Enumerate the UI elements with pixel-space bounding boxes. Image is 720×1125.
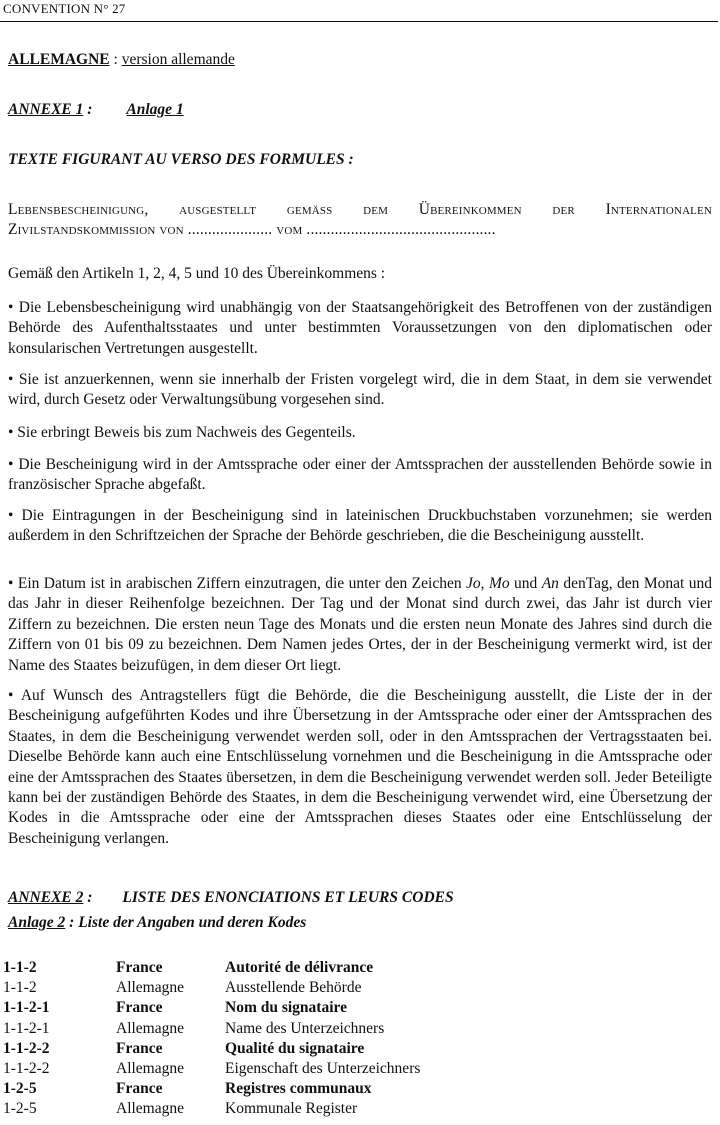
bullet-paragraph: • Sie erbringt Beweis bis zum Nachweis des Gegenteils.	[8, 424, 356, 441]
date-text-1: • Ein Datum ist in arabischen Ziffern einzutragen, die unter den Zeichen	[8, 575, 467, 592]
anlage2-sep: :	[65, 914, 79, 931]
label-cell: Eigenschaft des Unterzeichners	[225, 1060, 421, 1078]
table-row	[0, 978, 720, 998]
code-cell: 1-1-2-2	[3, 1039, 50, 1057]
label-cell: Registres communaux	[225, 1080, 372, 1098]
anlage2-title: Liste der Angaben und deren Kodes	[78, 914, 307, 931]
table-row	[0, 1079, 720, 1099]
label-cell: Autorité de délivrance	[225, 959, 374, 976]
table-row	[0, 1099, 720, 1119]
table-row	[0, 958, 720, 978]
table-row	[0, 1059, 720, 1079]
comma: ,	[480, 575, 489, 592]
annex1-label: ANNEXE 1	[8, 101, 84, 118]
code-cell: 1-1-2	[3, 979, 37, 997]
anlage2-label: Anlage 2	[8, 914, 66, 931]
annex2-sep: :	[83, 889, 93, 906]
annex2-heading	[8, 889, 454, 907]
code-an: An	[541, 575, 559, 592]
label-cell: Qualité du signataire	[225, 1039, 365, 1057]
code-mo: Mo	[488, 575, 510, 592]
bullet-paragraph: • Die Eintragungen in der Bescheinigung sind in lateinischen Druckbuchstaben vorzunehmen; sie werden außerdem in den Schriftzeichen der Sprache der Behörde geschrieben, die die Bescheinigung ausstellt.	[8, 507, 712, 545]
version-label: version allemande	[121, 51, 235, 68]
country-name: ALLEMAGNE	[8, 51, 110, 68]
code-cell: 1-1-2-1	[3, 1019, 50, 1037]
section-colon: :	[109, 51, 122, 68]
date-text-2: denTag, den Monat und das Jahr in dieser Reihenfolge bezeichnen. Der Tag und der Monat sind durch zwei, das Jahr ist durch vier Ziffern zu bezeichnen. Die ersten neun Tage des Monats und die ersten neun Monate des Jahres sind durch die Ziffern von 01 bis 09 zu bezeichnen. Dem Namen jedes Ortes, der in der Bescheinigung vermerkt wird, ist der Name des Staates beizufügen, in dem dieser Ort liegt.	[8, 575, 712, 674]
annex1-heading	[8, 101, 184, 119]
running-head: CONVENTION N° 27	[3, 1, 126, 16]
bullet-paragraph-last: • Auf Wunsch des Antragstellers fügt die Behörde, die die Bescheinigung ausstellt, die Liste der in der Bescheinigung aufgeführten Kodes und ihre Übersetzung in der Amtssprache oder einer der Amtssprachen des Staates, in dem die Bescheinigung verwendet werden soll, oder in den Amtssprachen der Vertragsstaaten bei. Dieselbe Behörde kann auch eine Entschlüsselung vornehmen und die Bescheinigung in die Amtssprache oder eine der Amtssprachen des Staates übersetzen, in dem die Bescheinigung verwendet werden soll. Jeder Beteiligte kann bei der zuständigen Behörde des Staates, in dem die Bescheinigung verwendet wird, eine Übersetzung der Kodes in die Amtssprache oder eine der Amtssprachen dieses Staates oder eine Entschlüsselung der Bescheinigung verlangen.	[8, 687, 712, 847]
certificate-title-line2: Zivilstandskommission von ..................... vom ...............................................	[8, 221, 496, 239]
verso-heading: TEXTE FIGURANT AU VERSO DES FORMULES :	[8, 151, 354, 168]
codes-table	[0, 958, 720, 1120]
bullet-paragraph-date	[8, 574, 712, 676]
table-row	[0, 998, 720, 1018]
country-cell: Allemagne	[116, 1019, 185, 1037]
certificate-title-line1: Lebensbescheinigung, ausgestellt gemäss dem Übereinkommen der Internationalen	[8, 201, 712, 218]
intro-line: Gemäß den Artikeln 1, 2, 4, 5 und 10 des Übereinkommens :	[8, 265, 386, 282]
code-cell: 1-2-5	[3, 1080, 37, 1098]
bullet-paragraph: • Die Bescheinigung wird in der Amtssprache oder einer der Amtssprachen der ausstellenden Behörde sowie in französischer Sprache abgefaßt.	[8, 456, 712, 494]
country-cell: Allemagne	[116, 979, 185, 997]
anlage1-label: Anlage 1	[126, 101, 184, 118]
country-cell: Allemagne	[116, 1060, 185, 1078]
country-cell: France	[116, 1080, 163, 1098]
code-cell: 1-2-5	[3, 1100, 37, 1118]
und: und	[509, 575, 542, 592]
label-cell: Nom du signataire	[225, 999, 348, 1017]
code-cell: 1-1-2	[3, 959, 37, 976]
code-cell: 1-1-2-2	[3, 1060, 50, 1078]
table-row	[0, 1039, 720, 1059]
country-cell: France	[116, 959, 163, 976]
header-rule	[0, 21, 718, 22]
annex2-title: LISTE DES ENONCIATIONS ET LEURS CODES	[122, 889, 454, 906]
code-cell: 1-1-2-1	[3, 999, 50, 1017]
label-cell: Ausstellende Behörde	[225, 979, 362, 997]
bullet-paragraph: • Die Lebensbescheinigung wird unabhängig von der Staatsangehörigkeit des Betroffenen von der zuständigen Behörde des Aufenthaltsstaates und unter bestimmten Voraussetzungen von den diplomatischen oder konsularischen Vertretungen ausgestellt.	[8, 299, 712, 357]
annex1-sep: :	[83, 101, 93, 118]
certificate-title	[8, 200, 712, 241]
label-cell: Name des Unterzeichners	[225, 1019, 385, 1037]
country-cell: France	[116, 1039, 163, 1057]
anlage2-heading	[8, 914, 306, 932]
country-cell: Allemagne	[116, 1100, 185, 1118]
country-cell: France	[116, 999, 163, 1017]
table-row	[0, 1019, 720, 1039]
annex2-label: ANNEXE 2	[8, 889, 84, 906]
section-heading	[8, 51, 235, 69]
bullet-paragraph: • Sie ist anzuerkennen, wenn sie innerhalb der Fristen vorgelegt wird, die in dem Staat, in dem sie verwendet wird, durch Gesetz oder Verwaltungsübung vorgesehen sind.	[8, 371, 712, 409]
code-jo: Jo	[466, 575, 481, 592]
label-cell: Kommunale Register	[225, 1100, 358, 1118]
